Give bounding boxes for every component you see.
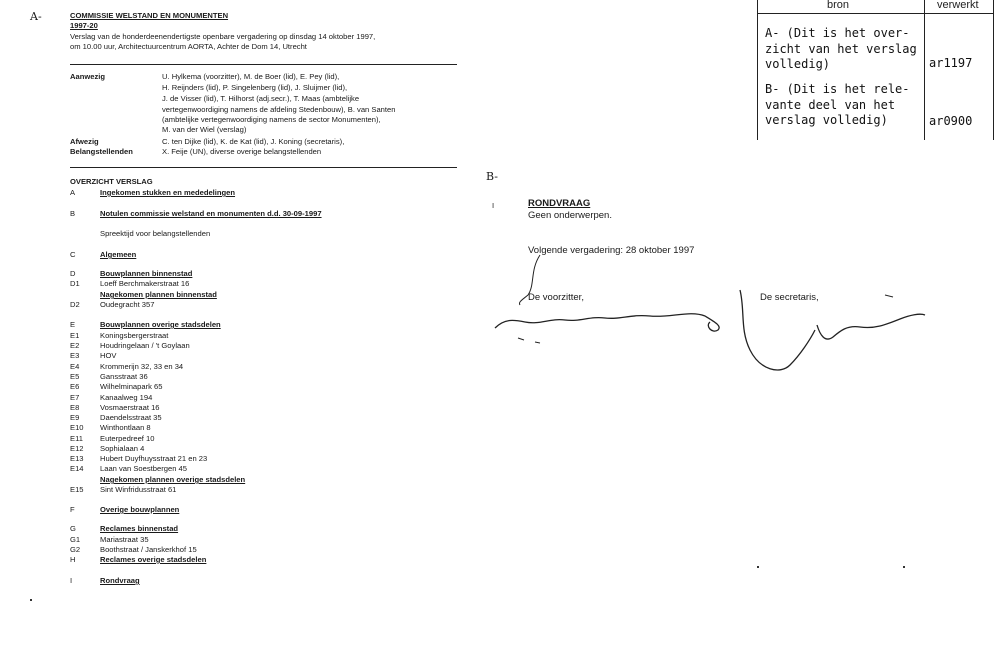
overview-row-text: Daendelsstraat 35 bbox=[100, 413, 162, 422]
note-a-line: zicht van het verslag bbox=[765, 42, 917, 56]
rondvraag-item-code: I bbox=[492, 201, 495, 210]
overview-row-code: E13 bbox=[70, 454, 84, 463]
note-b-line: verslag volledig) bbox=[765, 113, 888, 127]
overview-row-code: E6 bbox=[70, 382, 80, 391]
overview-row-text: Mariastraat 35 bbox=[100, 535, 149, 544]
overview-row-code: E12 bbox=[70, 444, 84, 453]
overview-row-code: E14 bbox=[70, 464, 84, 473]
column-verwerkt: verwerkt bbox=[937, 0, 979, 11]
overview-row-code: I bbox=[70, 576, 73, 585]
code-a: ar1197 bbox=[929, 56, 973, 70]
overview-row-text: Kanaalweg 194 bbox=[100, 393, 153, 402]
doc-title: COMMISSIE WELSTAND EN MONUMENTEN bbox=[70, 11, 229, 20]
chair-signature bbox=[490, 250, 740, 350]
overview-row-text: Reclames binnenstad bbox=[100, 524, 179, 533]
overview-row-text: Spreektijd voor belangstellenden bbox=[100, 229, 211, 238]
overview-row-code: E8 bbox=[70, 403, 80, 412]
rondvraag-title: RONDVRAAG bbox=[528, 198, 591, 209]
box-line bbox=[757, 0, 758, 140]
present-line: vertegenwoordiging namens de afdeling Stedenbouw), B. van Santen bbox=[162, 105, 396, 114]
overview-row-code: E11 bbox=[70, 434, 83, 443]
overview-row-code: E10 bbox=[70, 423, 84, 432]
overview-row-text: Sint Winfridusstraat 61 bbox=[100, 485, 177, 494]
present-line: (ambtelijke vertegenwoordiging namens de sector Monumenten), bbox=[162, 115, 381, 124]
overview-row-text: Oudegracht 357 bbox=[100, 300, 155, 309]
note-a-line: volledig) bbox=[765, 57, 831, 71]
overview-row-text: Sophialaan 4 bbox=[100, 444, 145, 453]
absent-label: Afwezig bbox=[70, 137, 99, 146]
divider-middle bbox=[70, 167, 457, 168]
overview-row-code: H bbox=[70, 555, 76, 564]
doc-intro-line-1: Verslag van de honderdeenendertigste openbare vergadering op dinsdag 14 oktober 1997, bbox=[70, 32, 376, 41]
overview-row-code: D bbox=[70, 269, 76, 278]
note-b-line: B- (Dit is het rele- bbox=[765, 82, 910, 96]
overview-row-text: Euterpedreef 10 bbox=[100, 434, 155, 443]
overview-row-code: E7 bbox=[70, 393, 80, 402]
note-b-line: vante deel van het bbox=[765, 98, 896, 112]
absent-text: C. ten Dijke (lid), K. de Kat (lid), J. Koning (secretaris), bbox=[162, 137, 345, 146]
divider-top bbox=[70, 64, 457, 65]
present-line: U. Hylkema (voorzitter), M. de Boer (lid), E. Pey (lid), bbox=[162, 72, 340, 81]
overview-row-text: Algemeen bbox=[100, 250, 137, 259]
overview-row-text: Winthontlaan 8 bbox=[100, 423, 151, 432]
doc-intro-line-2: om 10.00 uur, Architectuurcentrum AORTA, Achter de Dom 14, Utrecht bbox=[70, 42, 307, 51]
speck bbox=[757, 566, 759, 568]
overview-row-text: Nagekomen plannen overige stadsdelen bbox=[100, 475, 246, 484]
code-b: ar0900 bbox=[929, 114, 973, 128]
overview-row-code: E bbox=[70, 320, 76, 329]
overview-row-text: Wilhelminapark 65 bbox=[100, 382, 163, 391]
overview-row-code: C bbox=[70, 250, 76, 259]
overview-row-code: E2 bbox=[70, 341, 80, 350]
overview-row-code: E9 bbox=[70, 413, 80, 422]
overview-row-text: Nagekomen plannen binnenstad bbox=[100, 290, 217, 299]
overview-row-text: Gansstraat 36 bbox=[100, 372, 148, 381]
note-a-line: A- (Dit is het over- bbox=[765, 26, 910, 40]
overview-row-code: E15 bbox=[70, 485, 84, 494]
interested-text: X. Feije (UN), diverse overige belangstellenden bbox=[162, 147, 322, 156]
overview-row-text: Krommerijn 32, 33 en 34 bbox=[100, 362, 184, 371]
chair-label: De voorzitter, bbox=[528, 292, 584, 303]
overview-row-text: HOV bbox=[100, 351, 117, 360]
interested-label: Belangstellenden bbox=[70, 147, 133, 156]
overview-row-code: G1 bbox=[70, 535, 81, 544]
overview-row-text: Reclames overige stadsdelen bbox=[100, 555, 207, 564]
overview-row-text: Overige bouwplannen bbox=[100, 505, 180, 514]
overview-row-text: Houdringelaan / 't Goylaan bbox=[100, 341, 190, 350]
overview-row-code: A bbox=[70, 188, 76, 197]
overview-row-code: E5 bbox=[70, 372, 80, 381]
overview-row-code: F bbox=[70, 505, 75, 514]
overview-row-text: Boothstraat / Janskerkhof 15 bbox=[100, 545, 197, 554]
overview-row-code: E3 bbox=[70, 351, 80, 360]
box-line bbox=[757, 13, 993, 14]
box-line bbox=[924, 0, 925, 140]
overview-row-text: Bouwplannen overige stadsdelen bbox=[100, 320, 221, 329]
overview-row-text: Bouwplannen binnenstad bbox=[100, 269, 193, 278]
overview-row-code: G bbox=[70, 524, 76, 533]
next-meeting: Volgende vergadering: 28 oktober 1997 bbox=[528, 245, 695, 256]
overview-row-text: Laan van Soestbergen 45 bbox=[100, 464, 187, 473]
overview-row-code: D1 bbox=[70, 279, 80, 288]
secretary-signature bbox=[735, 285, 935, 385]
overview-row-text: Hubert Duyfhuysstraat 21 en 23 bbox=[100, 454, 208, 463]
column-bron: bron bbox=[827, 0, 850, 11]
overview-row-text: Ingekomen stukken en mededelingen bbox=[100, 188, 236, 197]
overview-row-code: D2 bbox=[70, 300, 80, 309]
doc-number: 1997-20 bbox=[70, 21, 98, 30]
overview-row-code: E1 bbox=[70, 331, 80, 340]
present-line: H. Reijnders (lid), P. Singelenberg (lid), J. Sluijmer (lid), bbox=[162, 83, 348, 92]
overview-row-text: Vosmaerstraat 16 bbox=[100, 403, 160, 412]
secretary-label: De secretaris, bbox=[760, 292, 819, 303]
box-line bbox=[993, 0, 994, 140]
handwritten-marker-b: B- bbox=[486, 170, 499, 183]
overview-row-code: B bbox=[70, 209, 76, 218]
speck bbox=[30, 599, 32, 601]
overview-row-code: G2 bbox=[70, 545, 81, 554]
overview-row-text: Loeff Berchmakerstraat 16 bbox=[100, 279, 190, 288]
present-line: M. van der Wiel (verslag) bbox=[162, 125, 247, 134]
overview-row-text: Rondvraag bbox=[100, 576, 140, 585]
rondvraag-text: Geen onderwerpen. bbox=[528, 210, 612, 221]
present-line: J. de Visser (lid), T. Hilhorst (adj.secr.), T. Maas (ambtelijke bbox=[162, 94, 360, 103]
header-box bbox=[757, 0, 993, 140]
overview-row-code: E4 bbox=[70, 362, 80, 371]
overview-title: OVERZICHT VERSLAG bbox=[70, 177, 153, 186]
overview-row-text: Notulen commissie welstand en monumenten d.d. 30-09-1997 bbox=[100, 209, 322, 218]
speck bbox=[903, 566, 905, 568]
handwritten-marker-a: A- bbox=[30, 10, 42, 23]
present-label: Aanwezig bbox=[70, 72, 106, 81]
overview-row-text: Koningsbergerstraat bbox=[100, 331, 169, 340]
